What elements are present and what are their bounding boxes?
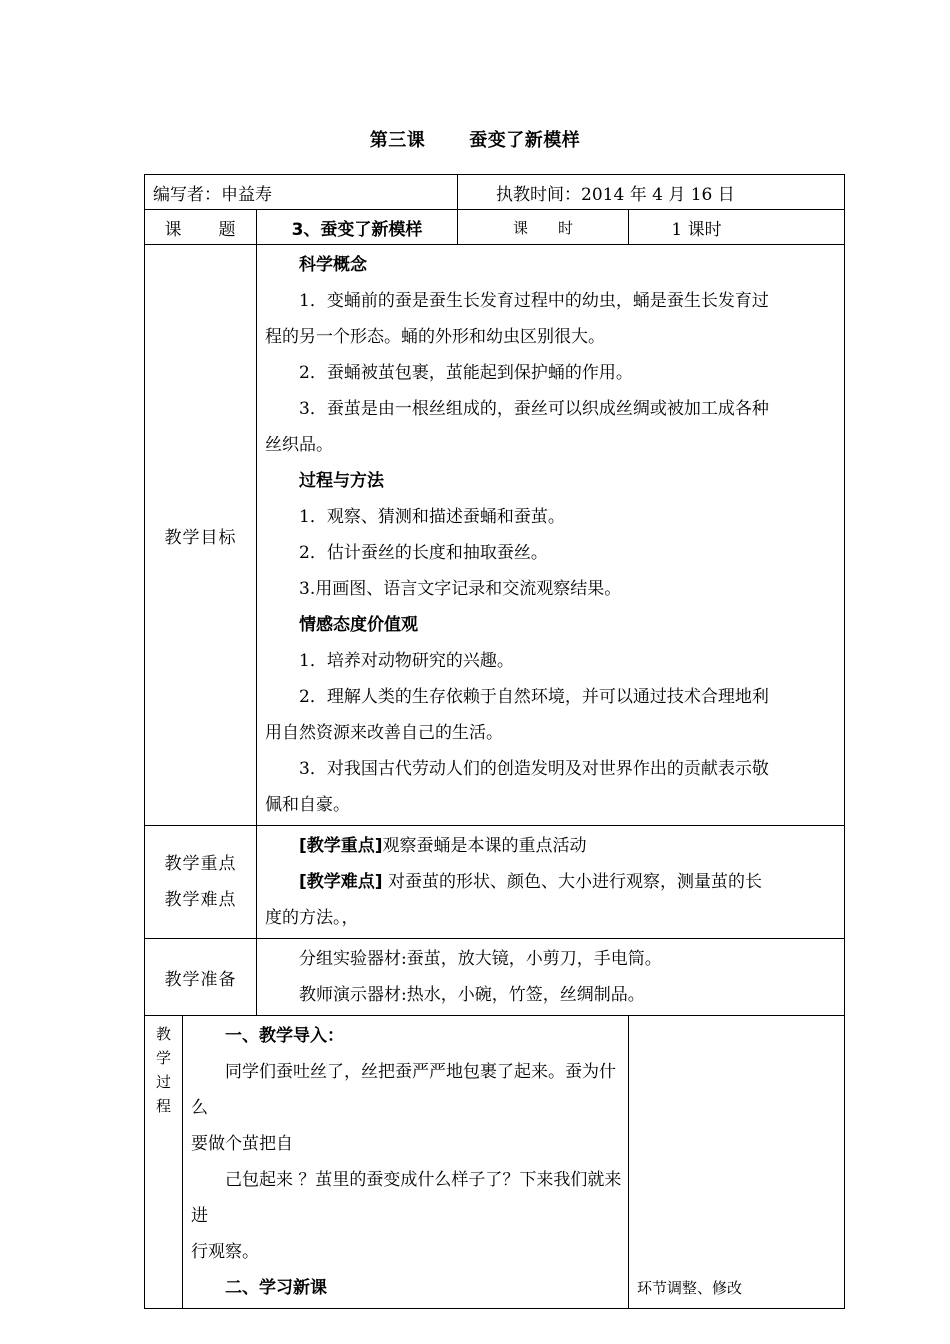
key-points-content [257,826,845,939]
science-item: 1．变蛹前的蚕是蚕生长发育过程中的幼虫，蛹是蚕生长发育过 [299,291,769,311]
focus-label: 教学重点 [164,854,237,874]
difficulty-label: 教学难点 [164,890,237,910]
focus-tag: [教学重点] [299,836,383,856]
process-label-char: 程 [155,1097,171,1115]
emotion-item: 佩和自豪。 [265,795,350,815]
author-cell: 编写者：申益寿 [145,175,458,210]
difficulty-tag: [教学难点] [299,872,383,892]
difficulty-text: 对蚕茧的形状、颜色、大小进行观察，测量茧的长 [382,872,762,892]
adjustment-note: 环节调整、修改 [629,1016,845,1309]
process-item: 2．估计蚕丝的长度和抽取蚕丝。 [299,543,548,563]
lesson-plan-table [144,174,845,1309]
process-content [183,1016,629,1309]
emotion-item: 3．对我国古代劳动人们的创造发明及对世界作出的贡献表示敬 [299,759,769,779]
page-title [0,126,950,152]
intro-text: 行观察。 [191,1242,259,1262]
hours-value: 1 课时 [629,210,845,245]
focus-line [265,828,836,864]
key-points-label [145,826,257,939]
difficulty-line [265,864,836,900]
lesson-number: 第三课 [369,130,426,151]
intro-text: 同学们蚕吐丝了，丝把蚕严严地包裹了起来。蚕为什么 [191,1062,616,1118]
date-cell: 执教时间：2014 年 4 月 16 日 [458,175,845,210]
emotion-item: 用自然资源来改善自己的生活。 [265,723,503,743]
science-item: 丝织品。 [265,435,333,455]
lesson-topic: 蚕变了新模样 [469,130,581,151]
process-label-char: 过 [155,1073,171,1091]
science-item: 3．蚕茧是由一根丝组成的，蚕丝可以织成丝绸或被加工成各种 [299,399,769,419]
hours-label: 课 时 [458,210,629,245]
header-row [145,175,845,210]
preparation-label: 教学准备 [145,939,257,1016]
process-label-char: 学 [155,1049,171,1067]
topic-label: 课 题 [145,210,257,245]
teacher-materials: 教师演示器材:热水，小碗，竹签，丝绸制品。 [299,985,645,1005]
process-label [145,1016,183,1309]
science-item: 2．蚕蛹被茧包裹，茧能起到保护蛹的作用。 [299,363,633,383]
group-materials: 分组实验器材:蚕茧，放大镜，小剪刀，手电筒。 [299,949,662,969]
preparation-content [257,939,845,1016]
key-points-row [145,826,845,939]
intro-title: 一、教学导入： [225,1026,344,1046]
intro-text: 要做个茧把自 [191,1134,293,1154]
emotion-title: 情感态度价值观 [299,615,418,635]
process-row [145,1016,845,1309]
science-item: 程的另一个形态。蛹的外形和幼虫区别很大。 [265,327,605,347]
process-label-char: 教 [155,1025,171,1043]
process-item: 1．观察、猜测和描述蚕蛹和蚕茧。 [299,507,565,527]
objectives-row [145,245,845,826]
topic-row [145,210,845,245]
emotion-item: 2．理解人类的生存依赖于自然环境，并可以通过技术合理地利 [299,687,769,707]
topic-value: 3、蚕变了新模样 [257,210,458,245]
intro-text: 己包起来 ？茧里的蚕变成什么样子了？下来我们就来进 [191,1170,622,1226]
process-item: 3.用画图、语言文字记录和交流观察结果。 [299,579,622,599]
new-lesson-title: 二、学习新课 [225,1278,327,1298]
process-title: 过程与方法 [299,471,384,491]
emotion-item: 1．培养对动物研究的兴趣。 [299,651,514,671]
preparation-row [145,939,845,1016]
difficulty-line: 度的方法。， [265,908,359,928]
objectives-label: 教学目标 [145,245,257,826]
objectives-content [257,245,845,826]
focus-text: 观察蚕蛹是本课的重点活动 [382,836,587,856]
science-title: 科学概念 [299,255,367,275]
